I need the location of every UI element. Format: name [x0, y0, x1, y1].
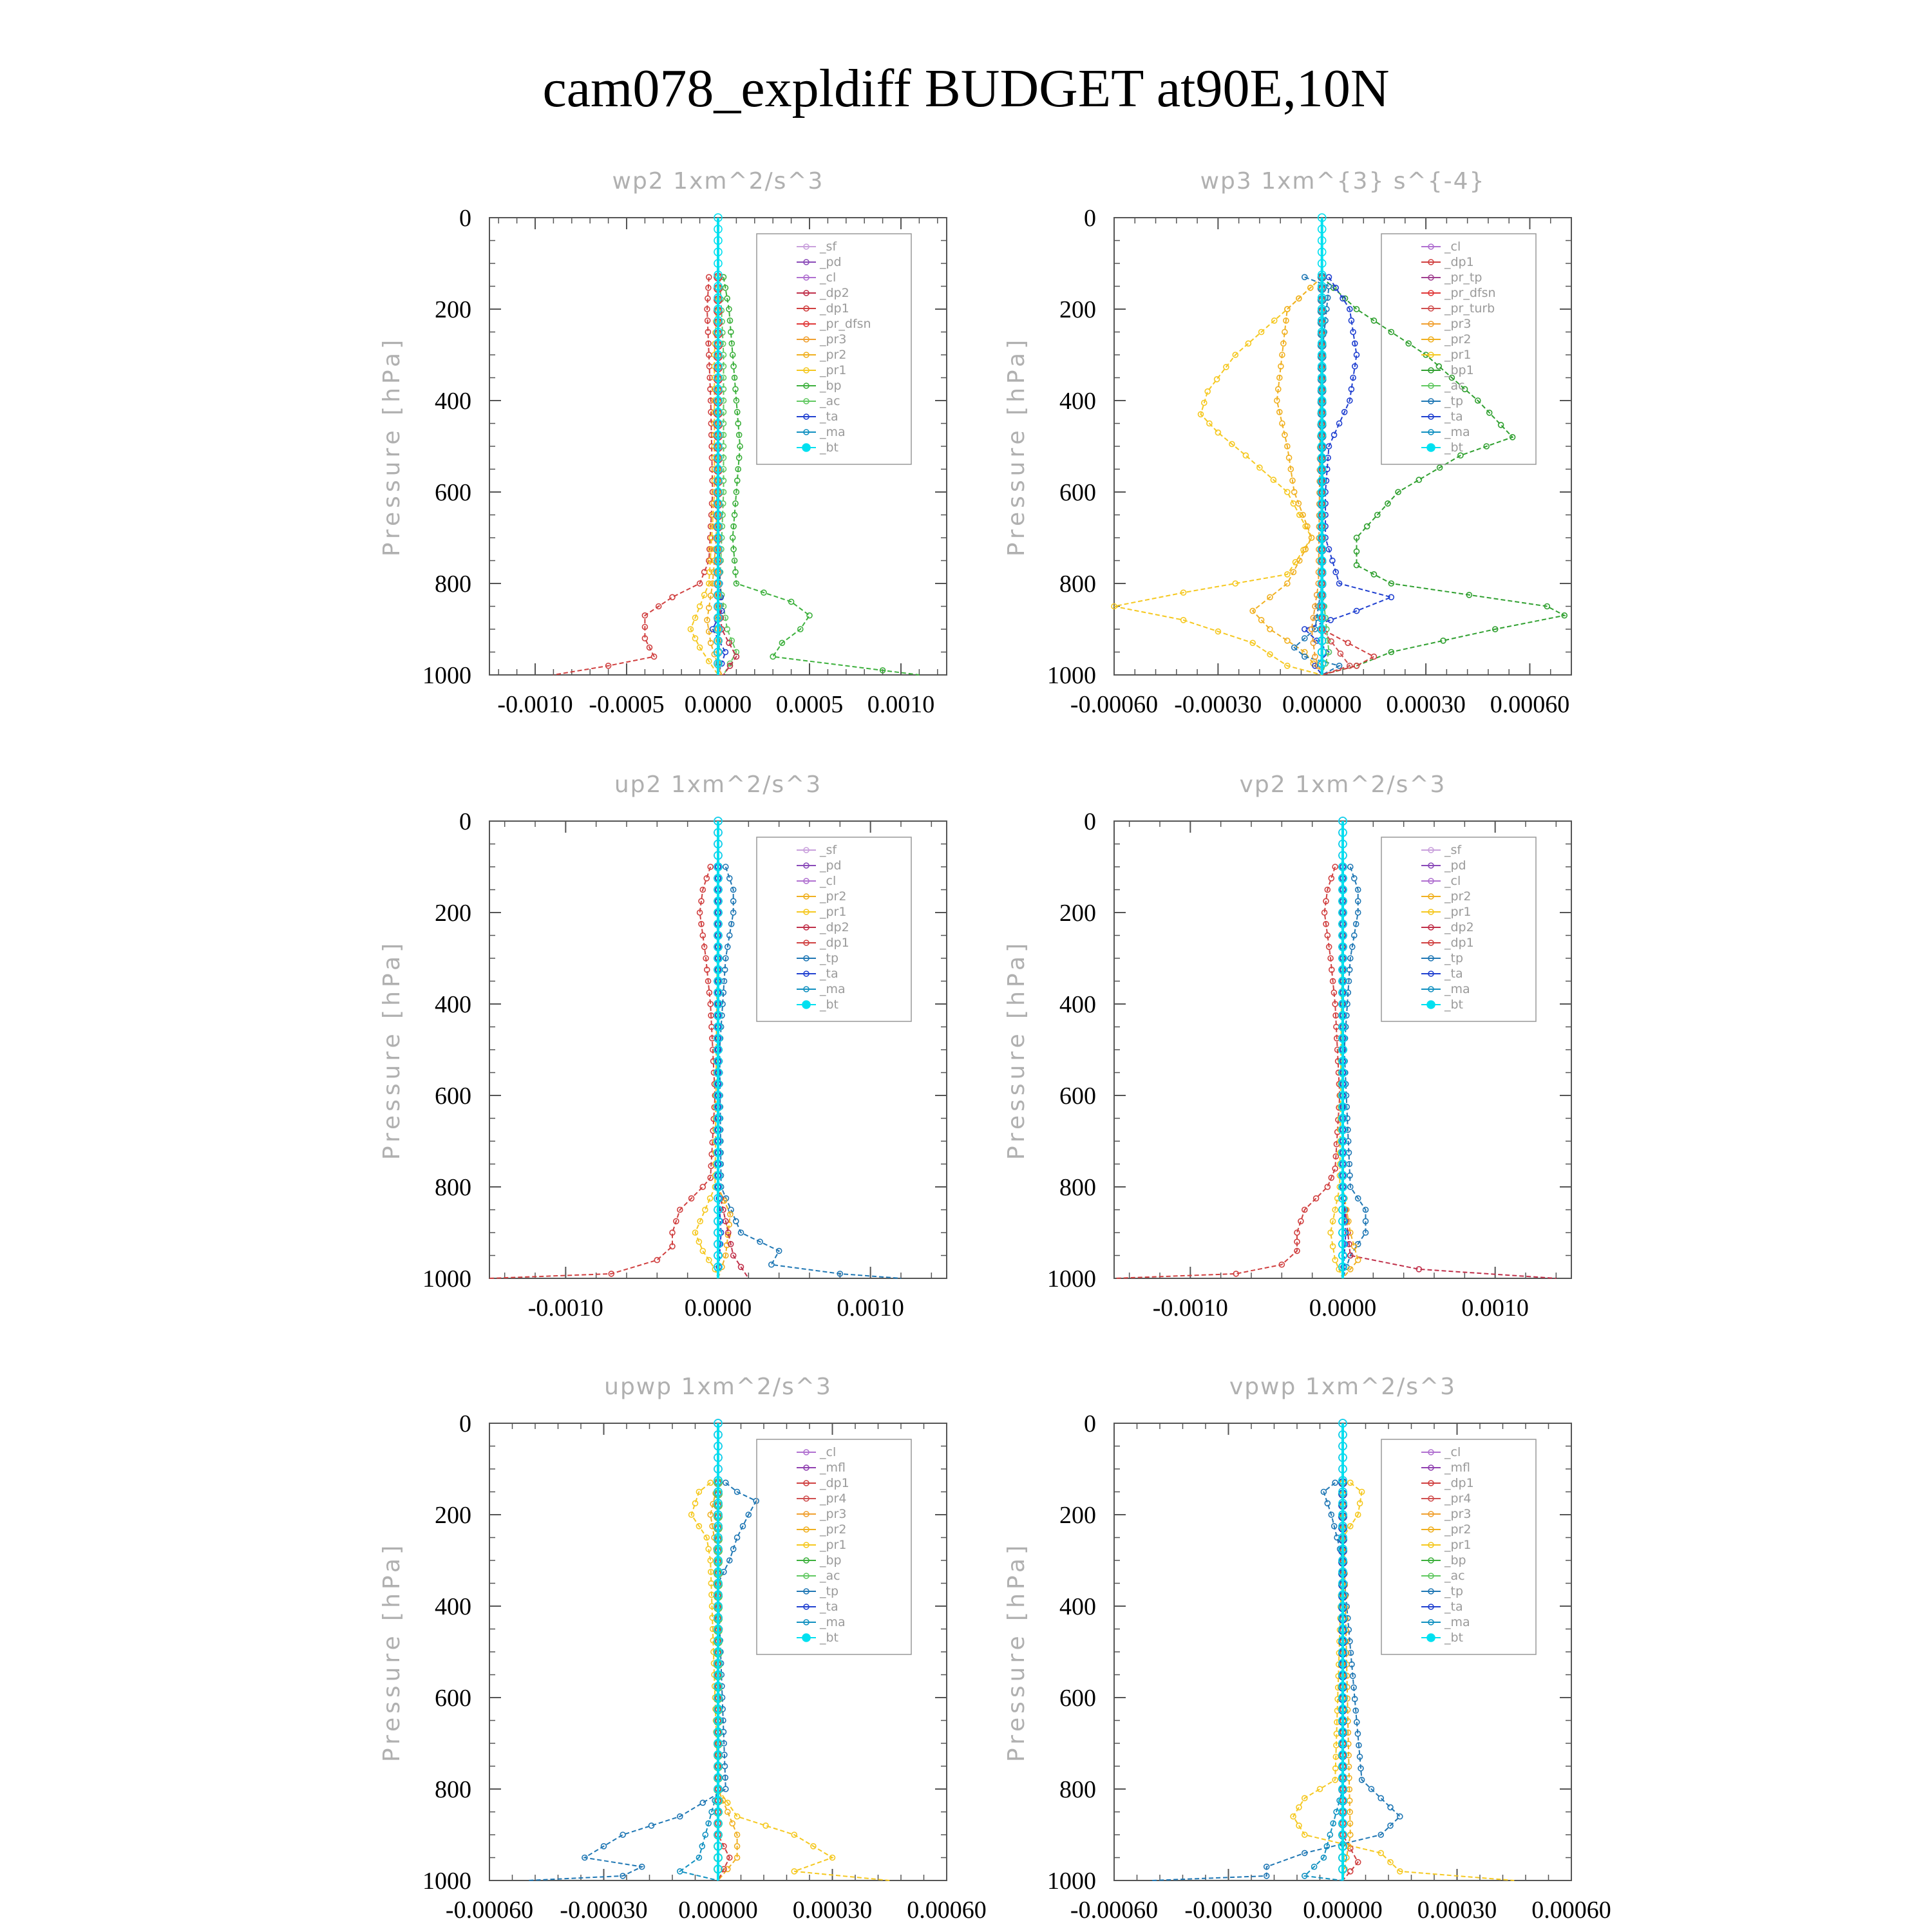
- legend-label: _ta: [1444, 410, 1463, 424]
- panel-5: [379, 1374, 987, 1924]
- legend-label: _cl: [820, 270, 837, 285]
- series-point: [1388, 1804, 1393, 1810]
- y-tick-label: 400: [435, 991, 471, 1018]
- legend-label: _pr1: [820, 363, 847, 377]
- x-tick-label: 0.0000: [684, 1294, 752, 1321]
- series-line-ma: [680, 1482, 718, 1880]
- legend-label: _bt: [820, 440, 839, 455]
- series-point: [734, 1218, 739, 1224]
- legend-label: _tp: [1444, 1584, 1464, 1598]
- series-point: [1285, 638, 1290, 643]
- y-tick-label: 200: [1059, 900, 1096, 927]
- x-tick-label: 0.0005: [775, 691, 844, 718]
- y-tick-label: 400: [1059, 388, 1096, 415]
- legend-label: _pr2: [1444, 889, 1472, 904]
- legend-label: _pr2: [820, 348, 847, 362]
- series-point: [703, 1208, 708, 1213]
- panel-2: [1003, 168, 1571, 718]
- x-tick-label: -0.00060: [1070, 691, 1159, 718]
- legend-label: _pd: [1444, 858, 1466, 873]
- y-axis-label: Pressure [hPa]: [379, 939, 405, 1160]
- legend: [1381, 837, 1536, 1021]
- legend-label: _sf: [820, 843, 837, 857]
- series-point: [1243, 453, 1248, 458]
- y-tick-label: 400: [1059, 1593, 1096, 1620]
- legend-label: _cl: [1444, 240, 1461, 254]
- legend-label: _ta: [820, 967, 838, 981]
- legend-label: _tp: [1444, 394, 1464, 408]
- series-point: [1499, 422, 1504, 428]
- series-point: [1436, 364, 1441, 369]
- series-point: [730, 1821, 735, 1826]
- y-axis-label: Pressure [hPa]: [379, 1541, 405, 1763]
- y-tick-label: 800: [435, 1174, 471, 1201]
- x-tick-label: 0.0010: [1461, 1294, 1529, 1321]
- legend: [757, 837, 911, 1021]
- legend-label: _ma: [1444, 982, 1470, 996]
- y-tick-label: 1000: [422, 1265, 471, 1293]
- y-axis-label: Pressure [hPa]: [1003, 939, 1030, 1160]
- x-tick-label: -0.00060: [445, 1897, 534, 1924]
- y-tick-label: 800: [435, 571, 471, 598]
- y-tick-label: 200: [435, 296, 471, 323]
- legend-label: _dp1: [1444, 1476, 1474, 1490]
- legend-marker: [802, 1001, 810, 1009]
- panel-4: [1003, 772, 1571, 1321]
- panel-title: up2 1xm^2/s^3: [614, 772, 822, 798]
- panel-title: vpwp 1xm^2/s^3: [1229, 1374, 1457, 1400]
- legend-label: _pr1: [820, 1538, 847, 1552]
- legend-label: _tp: [820, 1584, 839, 1598]
- y-tick-label: 1000: [422, 662, 471, 689]
- y-tick-label: 400: [435, 1593, 471, 1620]
- series-point: [1215, 430, 1220, 435]
- legend-label: _pr1: [1444, 348, 1472, 362]
- panel-6: [1003, 1374, 1611, 1924]
- legend-marker: [1427, 1634, 1435, 1642]
- legend-label: _ma: [820, 982, 846, 996]
- legend-label: _pr2: [820, 889, 847, 904]
- figure-title: cam078_expldiff BUDGET at90E,10N: [542, 59, 1390, 118]
- y-tick-label: 200: [1059, 1502, 1096, 1529]
- series-line-dp1: [1322, 277, 1374, 675]
- legend-label: _tp: [820, 951, 839, 965]
- legend-label: _mfl: [820, 1461, 846, 1475]
- y-tick-label: 400: [435, 388, 471, 415]
- legend-label: _pr2: [1444, 1522, 1472, 1537]
- series-line-tp: [1152, 1482, 1400, 1880]
- series-point: [1337, 421, 1342, 426]
- y-tick-label: 1000: [1047, 1265, 1096, 1293]
- legend-label: _dp2: [820, 286, 849, 300]
- x-tick-label: 0.00000: [678, 1897, 758, 1924]
- legend-label: _bt: [820, 1631, 839, 1645]
- series-point: [700, 1800, 705, 1805]
- plot-frame: [1114, 218, 1571, 675]
- legend-label: _bp: [820, 379, 842, 393]
- y-tick-label: 0: [1084, 205, 1096, 232]
- series-point: [708, 1196, 713, 1201]
- legend-label: _cl: [1444, 874, 1461, 888]
- x-tick-label: 0.0010: [867, 691, 935, 718]
- x-tick-label: 0.00060: [1531, 1897, 1611, 1924]
- panel-3: [379, 772, 947, 1321]
- series-point: [1332, 1166, 1338, 1171]
- legend-label: _bt: [820, 998, 839, 1012]
- y-tick-label: 1000: [1047, 662, 1096, 689]
- legend-label: _pr1: [1444, 1538, 1472, 1552]
- legend-label: _dp1: [820, 1476, 849, 1490]
- y-tick-label: 800: [1059, 1776, 1096, 1803]
- y-axis-label: Pressure [hPa]: [1003, 336, 1030, 557]
- y-tick-label: 800: [435, 1776, 471, 1803]
- legend: [1381, 234, 1536, 464]
- series-point: [654, 1258, 659, 1263]
- y-axis-label: Pressure [hPa]: [379, 336, 405, 557]
- series-point: [1416, 477, 1421, 482]
- legend-label: _mfl: [1444, 1461, 1470, 1475]
- series-line-pr1: [1293, 1482, 1514, 1880]
- y-tick-label: 200: [435, 1502, 471, 1529]
- series-line-dp1: [489, 867, 715, 1278]
- legend-label: _dp2: [820, 920, 849, 934]
- y-tick-label: 0: [1084, 808, 1096, 835]
- legend-label: _dp1: [1444, 255, 1474, 269]
- series-point: [1378, 1795, 1383, 1801]
- legend-label: _sf: [1444, 843, 1462, 857]
- series-point: [1397, 1814, 1403, 1819]
- series-point: [1365, 524, 1370, 529]
- legend-label: _ac: [1444, 379, 1465, 393]
- series-line-dp1: [553, 277, 712, 675]
- legend-marker: [1427, 444, 1435, 451]
- x-tick-label: 0.00030: [1386, 691, 1466, 718]
- x-tick-label: 0.00030: [1417, 1897, 1497, 1924]
- series-point: [769, 1262, 774, 1267]
- legend-label: _bt: [1444, 998, 1464, 1012]
- series-point: [1318, 1786, 1323, 1792]
- x-tick-label: -0.00030: [560, 1897, 648, 1924]
- y-tick-label: 600: [435, 1685, 471, 1712]
- legend-label: _cl: [820, 1445, 837, 1459]
- legend-label: _ac: [820, 394, 840, 408]
- y-tick-label: 600: [435, 479, 471, 506]
- legend-label: _ma: [1444, 425, 1470, 439]
- series-point: [697, 604, 703, 609]
- y-tick-label: 600: [1059, 479, 1096, 506]
- y-axis-label: Pressure [hPa]: [1003, 1541, 1030, 1763]
- x-tick-label: -0.00030: [1184, 1897, 1273, 1924]
- legend-label: _tp: [1444, 951, 1464, 965]
- legend-marker: [802, 1634, 810, 1642]
- legend-label: _bt: [1444, 1631, 1464, 1645]
- series-point: [700, 1184, 705, 1189]
- series-line-ma: [1305, 1482, 1343, 1880]
- y-tick-label: 0: [459, 808, 471, 835]
- legend-label: _dp1: [820, 301, 849, 316]
- x-tick-label: 0.0000: [1309, 1294, 1377, 1321]
- series-point: [807, 613, 812, 618]
- y-tick-label: 600: [1059, 1083, 1096, 1110]
- y-tick-label: 200: [1059, 296, 1096, 323]
- legend-label: _pd: [820, 255, 842, 269]
- series-line-pr1: [1114, 277, 1322, 675]
- legend-label: _sf: [820, 240, 837, 254]
- x-tick-label: 0.00000: [1282, 691, 1362, 718]
- panel-title: wp2 1xm^2/s^3: [612, 168, 824, 194]
- legend-label: _dp2: [1444, 920, 1474, 934]
- series-point: [1348, 1869, 1353, 1874]
- legend-label: _dp1: [820, 936, 849, 950]
- panel-title: wp3 1xm^{3} s^{-4}: [1200, 168, 1486, 194]
- legend-label: _ma: [820, 425, 846, 439]
- x-tick-label: 0.0000: [684, 691, 752, 718]
- series-point: [620, 1832, 625, 1837]
- y-tick-label: 800: [1059, 571, 1096, 598]
- legend: [757, 1439, 911, 1654]
- series-line-bp1: [1322, 277, 1565, 675]
- series-point: [723, 1786, 728, 1792]
- series-point: [1332, 432, 1337, 437]
- y-tick-label: 0: [1084, 1410, 1096, 1437]
- legend-label: _ma: [1444, 1615, 1470, 1629]
- series-line-tp: [719, 867, 901, 1278]
- series-point: [1345, 640, 1350, 645]
- y-tick-label: 1000: [1047, 1868, 1096, 1895]
- series-point: [702, 569, 707, 574]
- x-tick-label: -0.0010: [497, 691, 573, 718]
- series-point: [1215, 377, 1220, 382]
- legend: [757, 234, 911, 464]
- x-tick-label: -0.0010: [527, 1294, 603, 1321]
- series-point: [1245, 341, 1251, 346]
- x-tick-label: 0.00060: [1490, 691, 1570, 718]
- legend-label: _pr1: [820, 905, 847, 919]
- y-tick-label: 800: [1059, 1174, 1096, 1201]
- legend-label: _pr_tp: [1444, 270, 1482, 285]
- series-point: [725, 1810, 730, 1815]
- legend-label: _dp1: [1444, 936, 1474, 950]
- series-point: [1296, 1804, 1302, 1810]
- series-point: [1325, 1184, 1330, 1189]
- y-tick-label: 600: [435, 1083, 471, 1110]
- panel-title: vp2 1xm^2/s^3: [1239, 772, 1446, 798]
- x-tick-label: 0.0010: [837, 1294, 904, 1321]
- x-tick-label: 0.00030: [792, 1897, 873, 1924]
- y-tick-label: 600: [1059, 1685, 1096, 1712]
- legend-label: _cl: [1444, 1445, 1461, 1459]
- panel-1: [379, 168, 947, 718]
- legend-label: _pr2: [1444, 332, 1472, 346]
- legend-label: _bp: [1444, 1553, 1466, 1567]
- series-point: [670, 594, 675, 600]
- legend-label: _bt: [1444, 440, 1464, 455]
- legend-label: _pr3: [1444, 1507, 1472, 1521]
- x-tick-label: -0.00060: [1070, 1897, 1159, 1924]
- series-point: [1267, 627, 1273, 632]
- series-line-pr2: [1253, 277, 1322, 675]
- series-line-dp1: [718, 1482, 730, 1880]
- x-tick-label: 0.00000: [1303, 1897, 1383, 1924]
- x-tick-label: 0.00060: [907, 1897, 987, 1924]
- legend-label: _ta: [1444, 967, 1463, 981]
- series-point: [723, 650, 728, 655]
- legend-marker: [802, 444, 810, 451]
- panel-title: upwp 1xm^2/s^3: [604, 1374, 832, 1400]
- legend-label: _pr_turb: [1444, 301, 1495, 316]
- legend-label: _pr3: [820, 332, 847, 346]
- series-point: [770, 654, 775, 659]
- legend-label: _pr4: [1444, 1492, 1472, 1506]
- y-tick-label: 0: [459, 205, 471, 232]
- legend-label: _pr4: [820, 1492, 847, 1506]
- legend-label: _pr2: [820, 1522, 847, 1537]
- y-tick-label: 200: [435, 900, 471, 927]
- legend-label: _pd: [820, 858, 842, 873]
- legend-label: _pr3: [820, 1507, 847, 1521]
- x-tick-label: -0.0010: [1152, 1294, 1228, 1321]
- y-tick-label: 400: [1059, 991, 1096, 1018]
- series-point: [1354, 307, 1359, 312]
- legend-label: _ac: [820, 1569, 840, 1583]
- legend-label: _ta: [820, 410, 838, 424]
- legend-label: _pr1: [1444, 905, 1472, 919]
- series-line-tp: [527, 1482, 756, 1880]
- legend-marker: [1427, 1001, 1435, 1009]
- legend-label: _bp: [820, 1553, 842, 1567]
- series-point: [1285, 489, 1290, 495]
- legend-label: _ac: [1444, 1569, 1465, 1583]
- series-point: [1285, 307, 1290, 312]
- series-point: [1371, 654, 1376, 659]
- series-point: [1329, 639, 1334, 644]
- legend-label: _bp1: [1444, 363, 1474, 377]
- x-tick-label: -0.0005: [589, 691, 665, 718]
- legend: [1381, 1439, 1536, 1654]
- series-point: [693, 636, 698, 641]
- legend-label: _pr3: [1444, 317, 1472, 331]
- legend-label: _ta: [820, 1600, 838, 1614]
- y-tick-label: 0: [459, 1410, 471, 1437]
- y-tick-label: 1000: [422, 1868, 471, 1895]
- x-tick-label: -0.00030: [1174, 691, 1262, 718]
- series-line-dp1: [1114, 867, 1340, 1278]
- legend-label: _ma: [820, 1615, 846, 1629]
- legend-label: _ta: [1444, 1600, 1463, 1614]
- legend-label: _pr_dfsn: [1444, 286, 1496, 300]
- series-line-pr1: [1331, 867, 1343, 1278]
- legend-label: _cl: [820, 874, 837, 888]
- legend-label: _pr_dfsn: [820, 317, 871, 331]
